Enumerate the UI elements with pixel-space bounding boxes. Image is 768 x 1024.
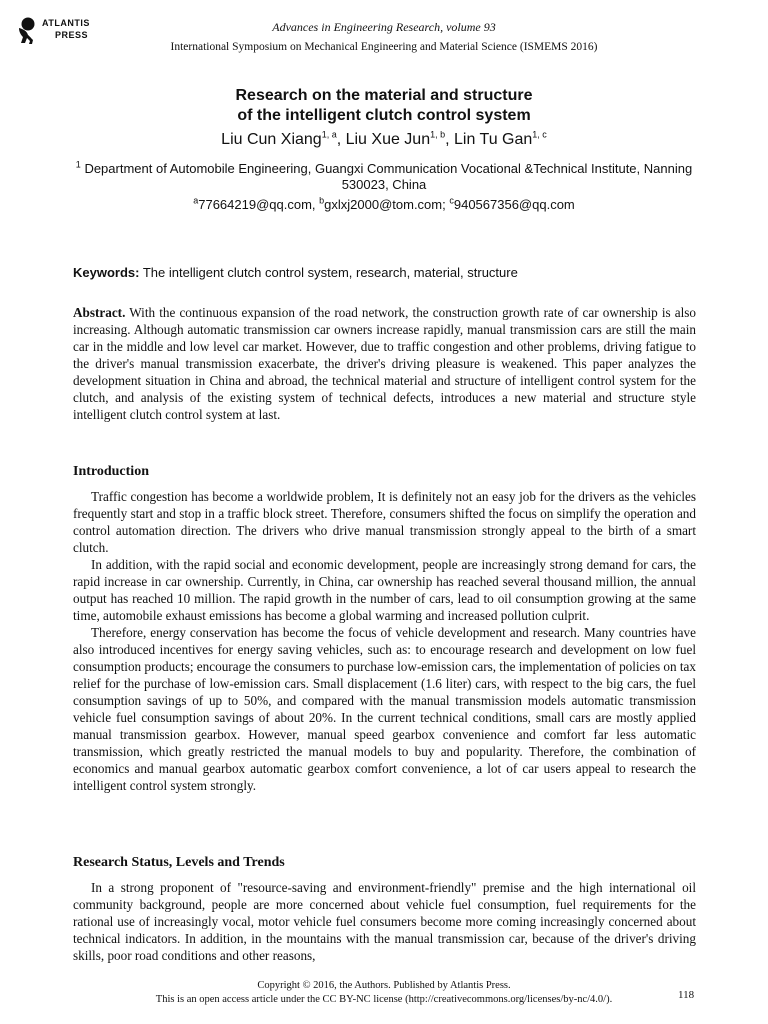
email-address[interactable]: gxlxj2000@tom.com — [324, 197, 443, 212]
title-line-1: Research on the material and structure — [235, 87, 533, 104]
email-mark: c — [449, 195, 454, 206]
section-heading-introduction: Introduction — [73, 464, 149, 479]
section-heading-research-status: Research Status, Levels and Trends — [73, 855, 285, 870]
affiliation-mark: 1 — [75, 159, 81, 170]
affiliation-text: Department of Automobile Engineering, Guangxi Communication Vocational &Technical Institute, Nanning 530023, China — [84, 161, 693, 192]
paragraph: Traffic congestion has become a worldwide problem, It is definitely not an easy job for the drivers as the vehicles frequently start and stop in a traffic block street. Therefore, consumers shifted the focus on simplify the operation and control automation direction. The drivers who drive manual transmission strongly appeal to the birth of a smart clutch. — [73, 489, 696, 555]
email-address[interactable]: 77664219@qq.com — [198, 197, 312, 212]
paragraph: In a strong proponent of "resource-saving and environment-friendly" premise and the high international oil community background, people are more concerned about vehicle fuel consumption, fuel requirements for the rational use of increasingly vocal, motor vehicle fuel consumers become more coming increasingly concerned about technical indicators. In addition, in the mountains with the manual transmission car, because of the driver's driving skills, poor road conditions and other reasons, — [73, 880, 696, 963]
paragraph: In addition, with the rapid social and economic development, people are increasingly strong demand for cars, the rapid increase in car ownership. Currently, in China, car ownership has reached several thousand million, the annual output has reached 10 million. The rapid growth in the number of cars, lead to oil consumption growing at the same time, automobile exhaust emissions has become a global warming and increased pollution culprit. — [73, 557, 696, 623]
title-line-2: of the intelligent clutch control system — [237, 107, 531, 124]
author-list — [0, 131, 768, 149]
introduction-body — [73, 488, 696, 794]
publisher-name-line2: PRESS — [55, 30, 89, 40]
publisher-name-line1: ATLANTIS — [42, 18, 90, 28]
keywords-text: The intelligent clutch control system, research, material, structure — [139, 265, 518, 280]
author-name: Liu Xue Jun — [345, 131, 431, 148]
journal-header: Advances in Engineering Research, volume 93 — [272, 20, 496, 34]
author-separator: , — [336, 131, 346, 148]
keywords-label: Keywords: — [73, 265, 140, 280]
symposium-header: International Symposium on Mechanical Engineering and Material Science (ISMEMS 2016) — [170, 41, 598, 53]
author-separator: , — [445, 131, 455, 148]
copyright-line: Copyright © 2016, the Authors. Published by Atlantis Press. — [257, 980, 511, 991]
abstract — [73, 304, 696, 423]
affiliation — [72, 161, 696, 193]
author-name: Lin Tu Gan — [454, 131, 533, 148]
copyright-footer — [0, 979, 768, 1007]
email-mark: b — [319, 195, 325, 206]
email-mark: a — [193, 195, 199, 206]
author-affil-mark: 1, a — [321, 129, 337, 140]
author-name: Liu Cun Xiang — [221, 131, 322, 148]
license-line: This is an open access article under the CC BY-NC license (http://creativecommons.org/licenses/by-nc/4.0/). — [155, 994, 613, 1005]
paragraph: Therefore, energy conservation has become the focus of vehicle development and research. Many countries have also introduced incentives for energy saving vehicles, such as: to encourage research and development on low fuel consumption products; encourage the consumers to purchase low-emission cars, the implementation of policies on tax relief for the purchase of low-emission cars. Small displacement (1.6 liter) cars, with respect to the big cars, the fuel consumption savings of up to 50%, and compared with the manual transmission models automatic transmission vehicle fuel consumption savings of about 20%. In the current technical conditions, small cars are mostly applied manual transmission gearbox. However, manual speed gearbox convenience and comfort far less automatic transmission, which greatly restricted the manual models to buy and popularity. Therefore, the combination of economics and manual gearbox automatic gearbox comfort convenience, a lot of car users appeal to research the intelligent control system strongly. — [73, 625, 696, 793]
author-emails — [0, 197, 768, 212]
keywords — [73, 265, 696, 280]
research-status-body — [73, 879, 696, 964]
abstract-label: Abstract. — [73, 305, 126, 320]
email-separator: ; — [442, 197, 450, 212]
author-affil-mark: 1, b — [430, 129, 446, 140]
page-number: 118 — [678, 989, 695, 1001]
abstract-text: With the continuous expansion of the road network, the construction growth rate of car ownership is also increasing. Although automatic transmission car owners increase rapidly, manual transmission cars are still the main car in the middle and low level car market. However, due to traffic congestion and other problems, driving fatigue to the driver's manual transmission exacerbate, the driver's driving pleasure is weakened. This paper analyzes the development situation in China and abroad, the technical material and structure of intelligent control system for the clutch, and analysis of the existing system of technical defects, introduces a new material and structure style intelligent clutch control system at last. — [73, 305, 696, 422]
email-separator: , — [311, 197, 320, 212]
author-affil-mark: 1, c — [532, 129, 547, 140]
paper-title — [0, 86, 768, 126]
email-address[interactable]: 940567356@qq.com — [453, 197, 575, 212]
